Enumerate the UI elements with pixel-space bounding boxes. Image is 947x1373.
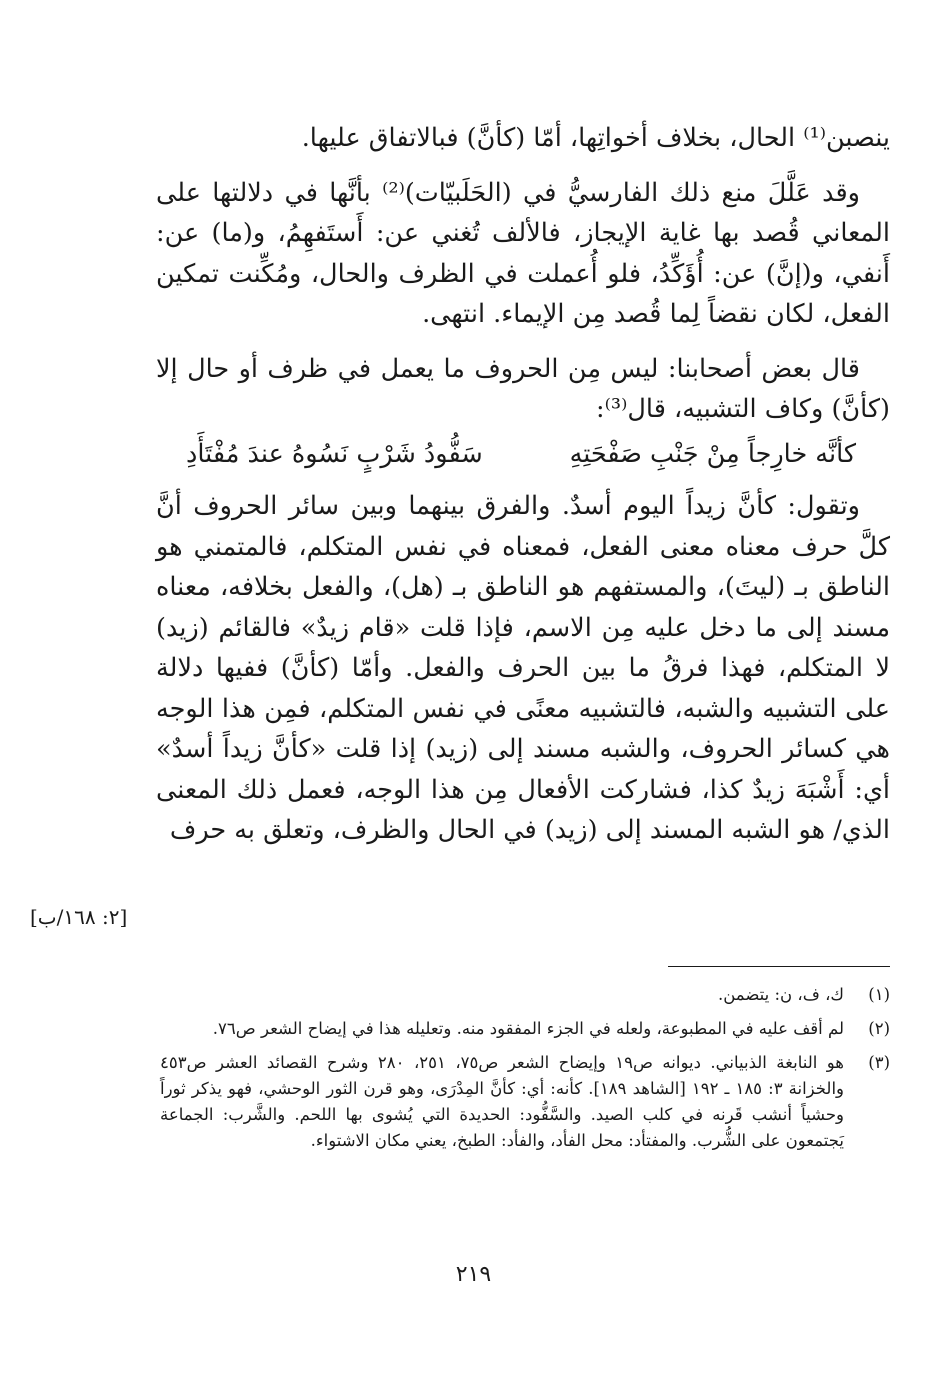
footnote-number: (٣) (868, 1053, 890, 1072)
paragraph-1: ينصبن⁽¹⁾ الحال، بخلاف أخواتِها، أمّا (كأنَّ) فبالاتفاق عليها. (301, 123, 890, 153)
footnote-number: (٢) (868, 1019, 890, 1038)
footnote-separator (668, 966, 890, 967)
footnote (160, 1050, 890, 1154)
poetry-verse (156, 434, 890, 475)
page-number: ٢١٩ (455, 1262, 492, 1287)
footnote-number: (١) (868, 985, 890, 1004)
footnote (160, 1016, 890, 1042)
verse-second-hemistich: سَفُّودُ شَرْبٍ نَسُوهُ عندَ مُفْتَأَدِ (186, 438, 483, 469)
footnote (160, 982, 890, 1008)
footnote-text: لم أقف عليه في المطبوعة، ولعله في الجزء المفقود منه. وتعليله هذا في إيضاح الشعر ص٧٦. (212, 1019, 844, 1038)
footnote-text: ك، ف، ن: يتضمن. (718, 985, 844, 1004)
paragraph-4: وتقول: كأنَّ زيداً اليوم أسدٌ. والفرق بينهما وبين سائر الحروف أنَّ كلَّ حرف معناه معنى الفعل، فمعناه في نفس المتكلم، فالمتمني هو الناطق بـ (ليتَ)، والمستفهم هو الناطق بـ (هل)، والفعل بخلافه، معناه مسند إلى ما دخل عليه مِن الاسم، فإذا قلت «قام زيدٌ» فالقائم (زيد) لا المتكلم، فهذا فرقُ ما بين الحرف والفعل. وأمّا (كأنَّ) ففيها دلالة على التشبيه والشبه، فالتشبيه معنًى في نفس المتكلم، فمِن هذا الوجه هي كسائر الحروف، والشبه مسند إلى (زيد) إذا قلت «كأنَّ زيداً أسدٌ» أي: أَشْبَهَ زيدٌ كذا، فشاركت الأفعال مِن هذا الوجه، فعمل ذلك المعنى الذي/ هو الشبه المسند إلى (زيد) في الحال والظرف، وتعلق به حرف (156, 491, 891, 845)
verse-first-hemistich: كأنَّه خارِجاً مِنْ جَنْبِ صَفْحَتِهِ (569, 438, 856, 469)
main-text (156, 118, 890, 851)
manuscript-folio-reference: [٢: ١٦٨/ب] (30, 905, 128, 929)
paragraph-2: وقد عَلَّلَ منع ذلك الفارسيُّ في (الحَلَبيّات)⁽²⁾ بأنَّها في دلالتها على المعاني قُصد بها غاية الإيجاز، فالألف تُغني عن: أَستَفهِمُ، و(ما) عن: أَنفي، و(إنَّ) عن: أُؤَكِّدُ، فلو أُعملت في الظرف والحال، ومُكِّنت تمكين الفعل، لكان نقضاً لِما قُصد مِن الإيماء. انتهى. (156, 177, 890, 329)
footnotes (160, 982, 890, 1162)
footnote-text: هو النابغة الذبياني. ديوانه ص١٩ وإيضاح الشعر ص٧٥، ٢٥١، ٢٨٠ وشرح القصائد العشر ص٤٥٣ والخزانة ٣: ١٨٥ ـ ١٩٢ [الشاهد ١٨٩]. كأنه: أي: كأنَّ المِدْرَى، وهو قرن الثور الوحشي، فهو يذكر ثوراً وحشياً أنشب قَرنه في كلب الصيد. والسَّفُّود: الحديدة التي يُشوى بها اللحم. والشَّرب: الجماعة يَجتمعون على الشُّرب. والمفتأد: محل الفأد، والفأد: الطبخ، يعني مكان الاشتواء. (160, 1053, 845, 1150)
paragraph-3: قال بعض أصحابنا: ليس مِن الحروف ما يعمل في ظرف أو حال إلا (كأنَّ) وكاف التشبيه، قال⁽³⁾: (156, 353, 890, 424)
